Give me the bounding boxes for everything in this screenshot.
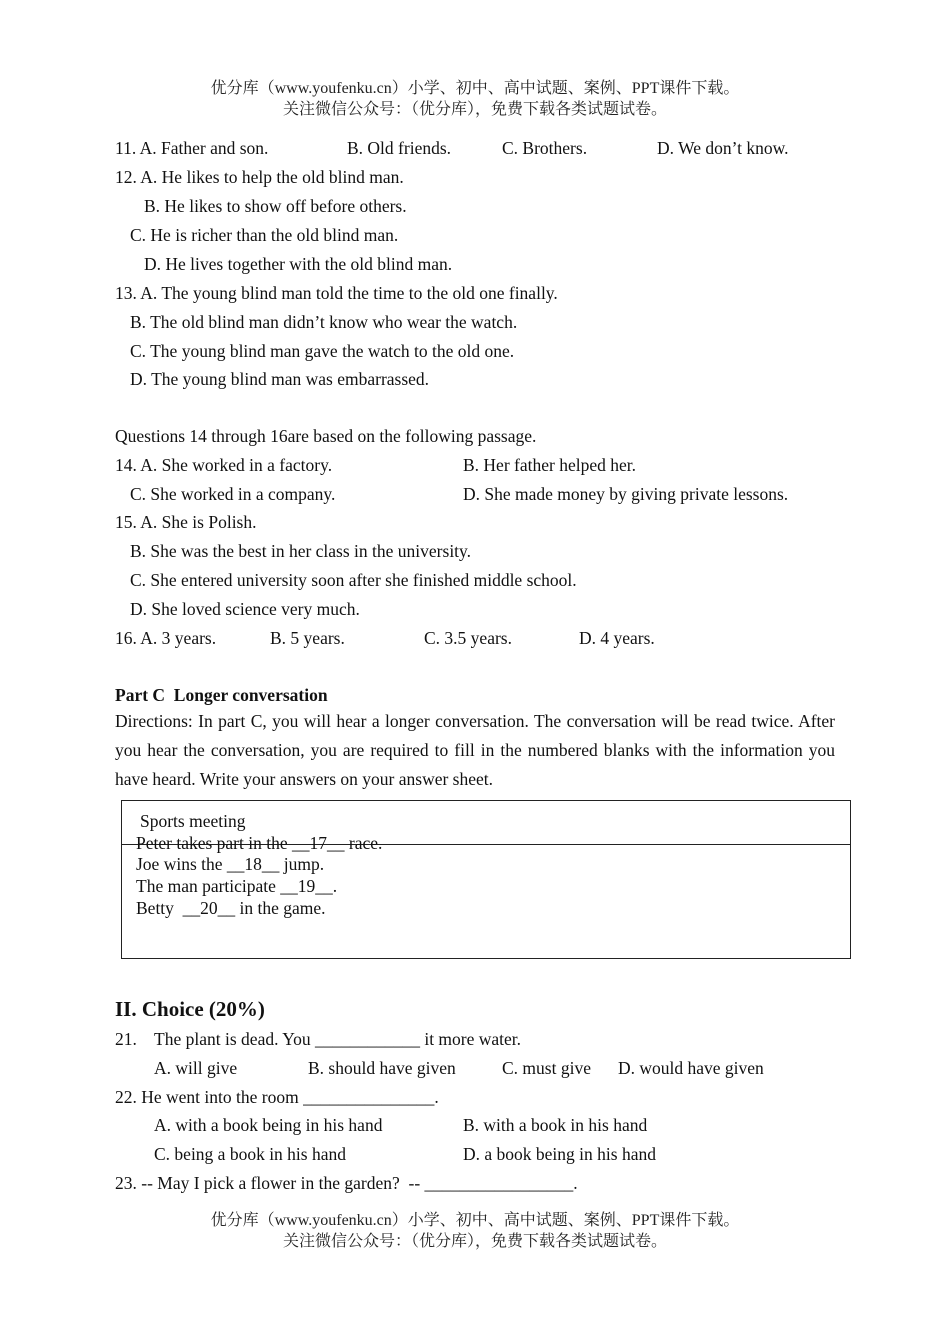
section-2-title: II. Choice (20%) <box>115 997 265 1021</box>
q15-option-b: B. She was the best in her class in the university. <box>130 541 472 561</box>
q21-option-b: B. should have given <box>308 1058 456 1078</box>
q16-option-a: 16. A. 3 years. <box>115 628 217 648</box>
q16-option-c: C. 3.5 years. <box>424 628 512 648</box>
passage-intro: Questions 14 through 16are based on the following passage. <box>115 426 537 446</box>
table-row-18: Joe wins the __18__ jump. <box>136 854 325 874</box>
q16-option-b: B. 5 years. <box>270 628 345 648</box>
q15-option-c: C. She entered university soon after she finished middle school. <box>130 570 577 590</box>
q11-option-d: D. We don’t know. <box>657 138 789 158</box>
q21-option-a: A. will give <box>154 1058 238 1078</box>
q15-option-a: 15. A. She is Polish. <box>115 512 257 532</box>
q12-option-a: 12. A. He likes to help the old blind man. <box>115 167 404 187</box>
q12-option-d: D. He lives together with the old blind man. <box>144 254 453 274</box>
q12-option-b: B. He likes to show off before others. <box>144 196 407 216</box>
q14-option-d: D. She made money by giving private lessons. <box>463 484 789 504</box>
q22-stem: 22. He went into the room _______________. <box>115 1087 439 1107</box>
q22-option-a: A. with a book being in his hand <box>154 1115 383 1135</box>
q13-option-d: D. The young blind man was embarrassed. <box>130 369 430 389</box>
header-line-1: 优分库（www.youfenku.cn）小学、初中、高中试题、案例、PPT课件下载。 <box>210 80 740 97</box>
part-c-directions: Directions: In part C, you will hear a longer conversation. The conversation will be read twice. After you hear the conversation, you are required to fill in the numbered blanks with the information you have heard. Write your answers on your answer sheet. <box>115 711 835 789</box>
q14-option-c: C. She worked in a company. <box>130 484 336 504</box>
part-c-title: Part C Longer conversation <box>115 685 328 705</box>
q12-option-c: C. He is richer than the old blind man. <box>130 225 399 245</box>
q14-option-b: B. Her father helped her. <box>463 455 636 475</box>
q11-option-a: 11. A. Father and son. <box>115 138 269 158</box>
q11-option-b: B. Old friends. <box>347 138 452 158</box>
table-row-20: Betty __20__ in the game. <box>136 898 326 918</box>
footer-line-1: 优分库（www.youfenku.cn）小学、初中、高中试题、案例、PPT课件下载。 <box>210 1212 740 1229</box>
q21-option-c: C. must give <box>502 1058 591 1078</box>
q22-option-d: D. a book being in his hand <box>463 1144 656 1164</box>
q14-option-a: 14. A. She worked in a factory. <box>115 455 333 475</box>
footer-line-2: 关注微信公众号：（优分库），免费下载各类试题试卷。 <box>282 1233 667 1250</box>
q13-option-a: 13. A. The young blind man told the time to the old one finally. <box>115 283 558 303</box>
q21-option-d: D. would have given <box>618 1058 764 1078</box>
q21-stem: 21. The plant is dead. You ____________ it more water. <box>115 1029 522 1049</box>
q15-option-d: D. She loved science very much. <box>130 599 360 619</box>
q23-stem: 23. -- May I pick a flower in the garden? -- _________________. <box>115 1173 578 1193</box>
table-heading: Sports meeting <box>140 811 246 831</box>
table-row-17: Peter takes part in the __17__ race. <box>136 833 383 853</box>
q22-option-b: B. with a book in his hand <box>463 1115 648 1135</box>
table-row-19: The man participate __19__. <box>136 876 338 896</box>
q16-option-d: D. 4 years. <box>579 628 655 648</box>
q22-option-c: C. being a book in his hand <box>154 1144 346 1164</box>
q13-option-c: C. The young blind man gave the watch to the old one. <box>130 341 515 361</box>
q13-option-b: B. The old blind man didn’t know who wear the watch. <box>130 312 518 332</box>
q11-option-c: C. Brothers. <box>502 138 588 158</box>
header-line-2: 关注微信公众号：（优分库），免费下载各类试题试卷。 <box>282 101 667 118</box>
